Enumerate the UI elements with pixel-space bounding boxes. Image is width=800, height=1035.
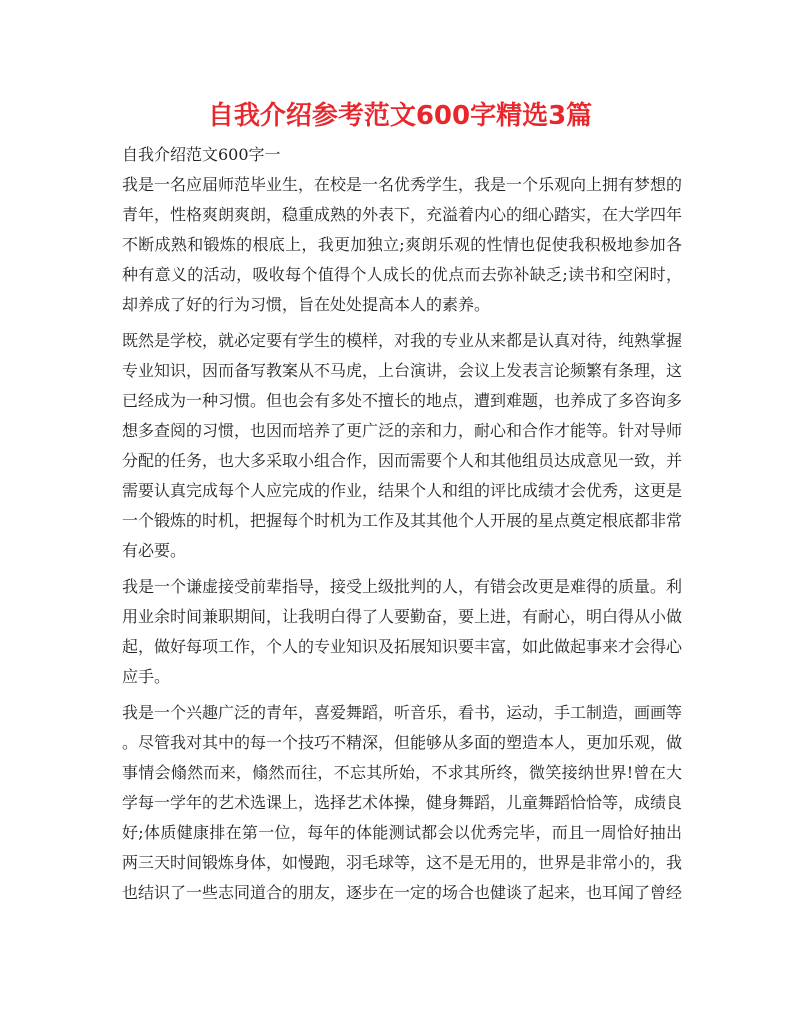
paragraph-4 [122,698,682,908]
paragraph-line: 青年，性格爽朗爽朗，稳重成熟的外表下，充溢着内心的细心踏实，在大学四年 [122,205,682,224]
paragraph-line: 不断成熟和锻炼的根底上，我更加独立;爽朗乐观的性情也促使我积极地参加各 [122,235,682,254]
paragraph-2 [122,326,682,566]
paragraph-line: 也结识了一些志同道合的朋友，逐步在一定的场合也健谈了起来，也耳闻了曾经 [122,883,682,902]
paragraph-line: 我是一个谦虚接受前辈指导，接受上级批判的人，有错会改更是难得的质量。利 [122,577,682,596]
paragraph-line: 我是一个兴趣广泛的青年，喜爱舞蹈，听音乐，看书，运动，手工制造，画画等 [122,703,682,722]
paragraph-line: 应手。 [122,667,171,686]
paragraph-line: 我是一名应届师范毕业生，在校是一名优秀学生，我是一个乐观向上拥有梦想的 [122,175,682,194]
paragraph-line: 。尽管我对其中的每一个技巧不精深，但能够从多面的塑造本人，更加乐观，做 [122,733,682,752]
document-body [122,140,682,914]
paragraph-line: 用业余时间兼职期间，让我明白得了人要勤奋，要上进，有耐心，明白得从小做 [122,607,682,626]
paragraph-line: 好;体质健康排在第一位，每年的体能测试都会以优秀完毕，而且一周恰好抽出 [122,823,682,842]
paragraph-line: 已经成为一种习惯。但也会有多处不擅长的地点，遭到难题，也养成了多咨询多 [122,391,682,410]
paragraph-line: 分配的任务，也大多采取小组合作，因而需要个人和其他组员达成意见一致，并 [122,451,682,470]
paragraph-line: 两三天时间锻炼身体，如慢跑，羽毛球等，这不是无用的，世界是非常小的，我 [122,853,682,872]
paragraph-line: 一个锻炼的时机，把握每个时机为工作及其其他个人开展的星点奠定根底都非常 [122,511,682,530]
paragraph-line: 专业知识，因而备写教案从不马虎，上台演讲，会议上发表言论频繁有条理，这 [122,361,682,380]
paragraph-line: 需要认真完成每个人应完成的作业，结果个人和组的评比成绩才会优秀，这更是 [122,481,682,500]
paragraph-line: 学每一学年的艺术选课上，选择艺术体操，健身舞蹈，儿童舞蹈恰恰等，成绩良 [122,793,682,812]
paragraph-line: 种有意义的活动，吸收每个值得个人成长的优点而去弥补缺乏;读书和空闲时， [122,265,682,284]
paragraph-line: 有必要。 [122,541,187,560]
paragraph-3 [122,572,682,692]
paragraph-line: 既然是学校，就必定要有学生的模样，对我的专业从来都是认真对待，纯熟掌握 [122,331,682,350]
paragraph-1 [122,170,682,320]
paragraph-line: 起，做好每项工作，个人的专业知识及拓展知识要丰富，如此做起事来才会得心 [122,637,682,656]
paragraph-line: 事情会翛然而来，翛然而往，不忘其所始，不求其所终，微笑接纳世界!曾在大 [122,763,682,782]
section-subheading: 自我介绍范文600字一 [122,145,281,164]
paragraph-line: 却养成了好的行为习惯，旨在处处提高本人的素养。 [122,295,491,314]
document-title: 自我介绍参考范文600字精选3篇 [207,101,593,131]
paragraph-line: 想多查阅的习惯，也因而培养了更广泛的亲和力，耐心和合作才能等。针对导师 [122,421,682,440]
